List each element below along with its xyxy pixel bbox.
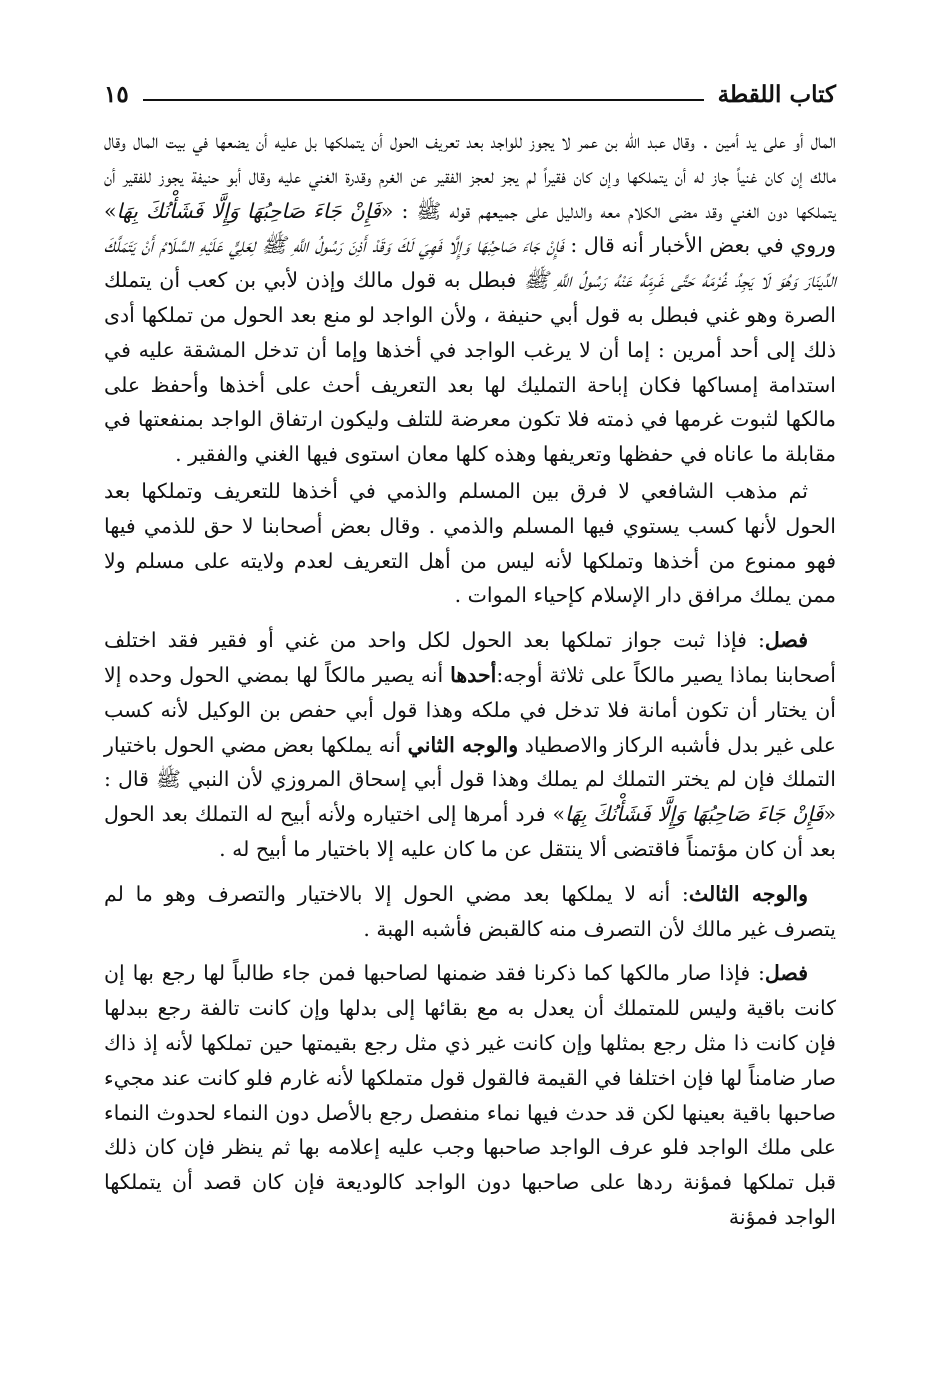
paragraph	[104, 956, 836, 1234]
paragraph-text: » فرد أمرها إلى اختياره ولأنه أبيح له التملك بعد الحول بعد أن كان مؤتمناً فاقتضى ألا ينتقل عن ما كان عليه إلا باختيار ما أبيح له .	[104, 802, 836, 861]
paragraph-text: » وروي في بعض الأخبار أنه قال :	[104, 198, 836, 258]
paragraph-text: أنه يصير مالكاً لها بمضي الحول وحده إلا أن يختار أن تكون أمانة فلا تدخل في ملكه وهذا قول أبي حفص بن الوكيل لأنه كسب على غير بدل فأشبه الركاز والاصطياد	[104, 662, 836, 757]
paragraph-text: : فإذا ثبت جواز تملكها بعد الحول لكل واحد من غني أو فقير فقد اختلف أصحابنا بماذا يصير مالكاً على ثلاثة أوجه:	[104, 628, 836, 687]
paragraph-text: : أنه لا يملكها بعد مضي الحول إلا بالاختيار والتصرف وهو ما لم يتصرف غير مالك لأن التصرف منه كالقبض فأشبه الهبة .	[104, 881, 836, 941]
chapter-title: كتاب اللقطة	[717, 80, 836, 108]
paragraph-text: المال أو على يد أمين . وقال عبد الله بن عمر لا يجوز للواجد بعد تعريف الحول أن يتملكها بل عليه أن يضعها في بيت المال وقال مالك إن كان غنياً جاز له أن يتملكها وإن كان فقيراً لم يجز لعجز الفقير عن الغرم وقدرة الغني عليه وقال أبو حنيفة يجوز للفقير أن يتملكها دون الغني وقد مضى الكلام معه والدليل على جميعهم قوله ﷺ : «	[104, 129, 836, 223]
paragraph	[104, 474, 836, 613]
hadith-quote: فَإِنْ جَاءَ صَاحِبُهَا وَإِلَّا فَهِيَ لَكَ وَقَدْ أَذِنَ رَسُولُ اللَّهِ ﷺ لِعَلِيٍّ عَلَيْهِ السَّلَامُ أَنْ يَتَمَلَّكَ الدِّينَارَ وَهُوَ لَا يَجِدُ غُرْمَهُ حَتَّى غَرِمَهُ عَنْهُ رَسُولُ اللَّهِ ﷺ	[104, 233, 836, 293]
hadith-quote: فَإِنْ جَاءَ صَاحِبُهَا وَإِلَّا فَشَأْنُكَ بِهَا	[116, 198, 381, 223]
running-header	[104, 72, 836, 116]
section-term: والوجه الثاني	[407, 732, 519, 757]
paragraph	[104, 623, 836, 867]
paragraph-text: ثم مذهب الشافعي لا فرق بين المسلم والذمي في أخذها للتعريف وتملكها بعد الحول لأنها كسب يستوي فيها المسلم والذمي . وقال بعض أصحابنا لا حق للذمي فيها فهو ممنوع من أخذها وتملكها لأنه ليس من أهل التعريف لعدم ولايته على مسلم ولا ممن يملك مرافق دار الإسلام كإحياء الموات .	[104, 478, 836, 608]
paragraph-text: فبطل به قول مالك وإذن لأبي بن كعب أن يتملك الصرة وهو غني فبطل به قول أبي حنيفة ، ولأن الواجد لو منع بعد الحول من تملكها أدى ذلك إلى أحد أمرين : إما أن لا يرغب الواجد في أخذها وإما أن تدخل المشقة عليه في استدامة إمساكها فكان إباحة التمليك لها بعد التعريف أحث على أخذها وأحفظ على مالكها لثبوت غرمها في ذمته فلا تكون معرضة للتلف وليكون ارتفاق الواجد بمنفعتها في مقابلة ما عاناه في حفظها وتعريفها وهذه كلها معان استوى فيها الغني والفقير .	[104, 268, 836, 467]
paragraph-text: أنه يملكها بعض مضي الحول باختيار التملك فإن لم يختر التملك لم يملك وهذا قول أبي إسحاق المروزي لأن النبي ﷺ قال : «	[104, 732, 836, 827]
paragraph-text: : فإذا صار مالكها كما ذكرنا فقد ضمنها لصاحبها فمن جاء طالباً لها رجع بها إن كانت باقية وليس للمتملك أن يعدل به مع بقائها إلى بدلها وإن كانت تالفة رجع ببدلها فإن كانت ذا مثل رجع بمثلها وإن كانت غير ذي مثل رجع بقيمتها حين تملكها لأنه إذ ذاك صار ضامناً لها فإن اختلفا في القيمة فالقول قول متملكها لأنه غارم فلو كانت عند مجيء صاحبها باقية بعينها لكن قد حدث فيها نماء منفصل رجع بالأصل دون النماء لحدوث النماء على ملك الواجد فلو عرف الواجد صاحبها وجب عليه إعلامه بها ثم ينظر فإن كان ذلك قبل تملكها فمؤنة ردها على صاحبها دون الواجد كالوديعة فإن كان قصد أن يتملكها الواجد فمؤنة	[104, 961, 836, 1229]
header-rule	[143, 99, 704, 101]
paragraph	[104, 877, 836, 947]
page-body	[104, 124, 836, 1235]
hadith-quote: فَإِنْ جَاءَ صَاحِبُهَا وَإِلَّا فَشَأْنُكَ بِهَا	[565, 802, 824, 827]
page-number: ١٥	[104, 80, 129, 108]
paragraph	[104, 124, 836, 472]
section-term: فصل	[764, 961, 808, 986]
section-term: والوجه الثالث	[688, 881, 808, 906]
section-term: فصل	[764, 628, 808, 653]
section-term: أحدها	[450, 662, 497, 687]
